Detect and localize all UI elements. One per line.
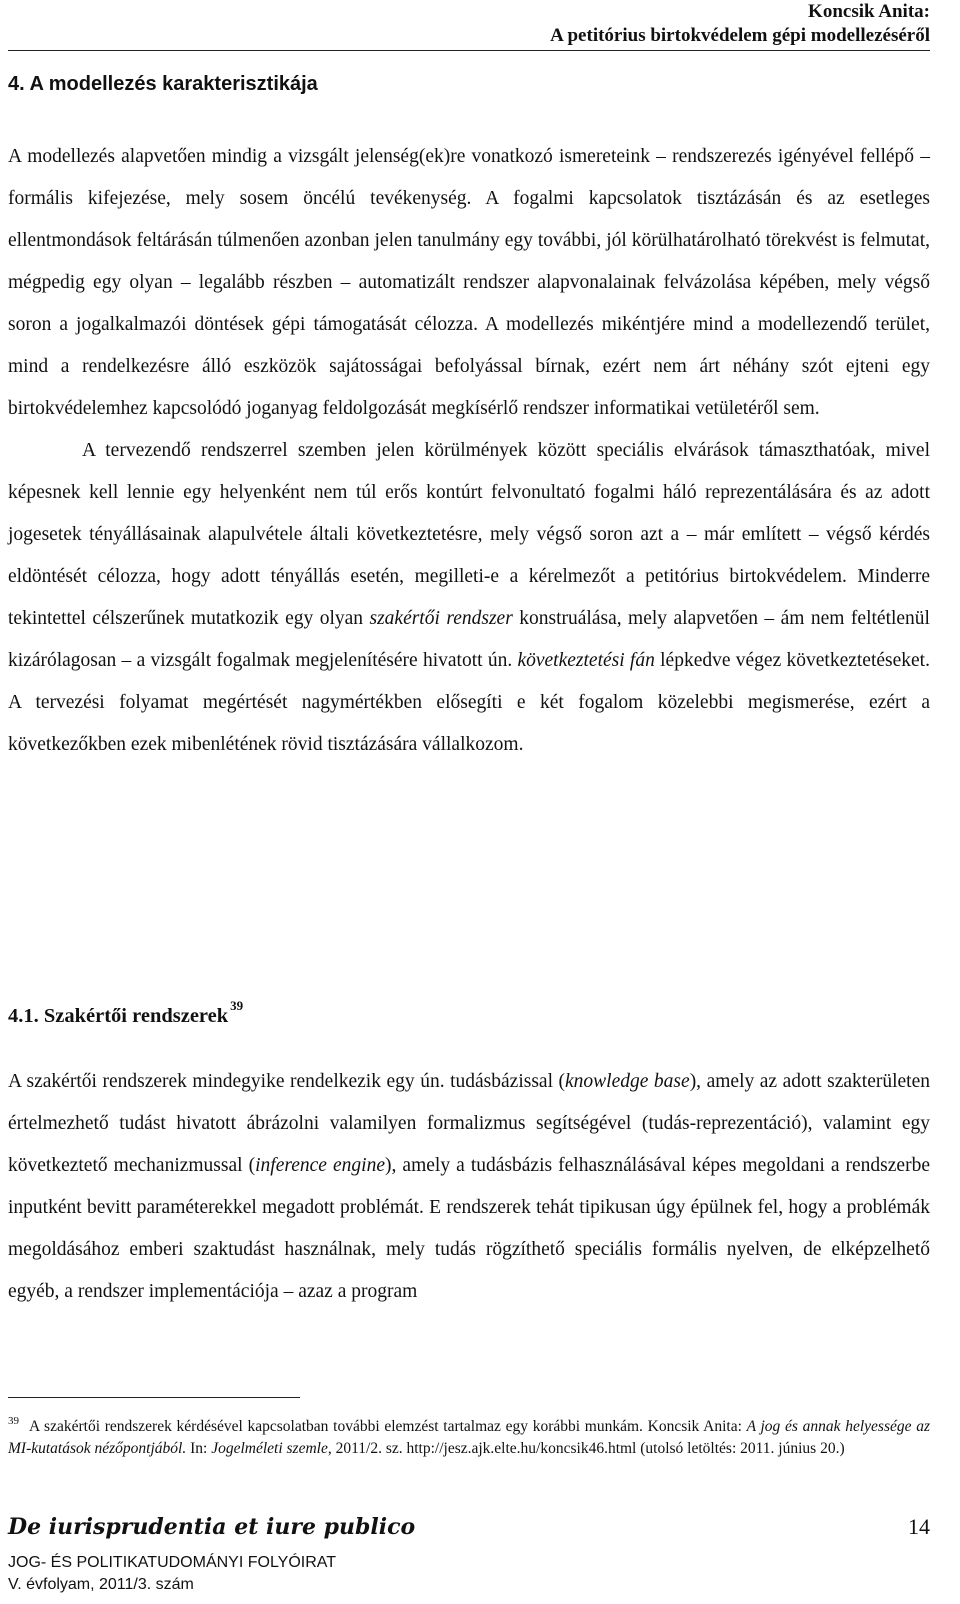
- subsection-heading-text: 4.1. Szakértői rendszerek: [8, 1005, 229, 1027]
- footnote-reference[interactable]: 39: [230, 998, 244, 1013]
- journal-subtitle: JOG- ÉS POLITIKATUDOMÁNYI FOLYÓIRAT: [8, 1554, 337, 1571]
- footnote-cited-title: A jog és annak helyessége az MI-kutatások nézőpontjából.: [8, 1418, 930, 1457]
- footnote-number: 39: [8, 1415, 19, 1427]
- journal-title: De iurisprudentia et iure publico: [8, 1514, 416, 1540]
- body-text-main: [8, 136, 930, 766]
- section-heading: 4. A modellezés karakterisztikája: [8, 73, 318, 95]
- paragraph-2-text-b: konstruálása, mely alapvetően – ám nem feltétlenül kizárólagosan – a vizsgált fogalmak megjelenítésére hivatott ún.: [8, 608, 930, 671]
- body-text-subsection: [8, 1061, 930, 1313]
- header-rule: [8, 50, 930, 51]
- paragraph-2-term-expert-system: szakértői rendszer: [369, 608, 513, 629]
- footnote-rule: [8, 1397, 300, 1398]
- page-number: 14: [908, 1514, 930, 1539]
- paragraph-2-term-inference-tree: következtetési fán: [517, 650, 655, 671]
- subsection-heading: [8, 998, 243, 1028]
- running-header: [550, 0, 930, 48]
- paragraph-3-text-a: A szakértői rendszerek mindegyike rendelkezik egy ún. tudásbázissal (: [8, 1071, 566, 1092]
- footnote-text-b: In:: [186, 1440, 212, 1457]
- paragraph-2-text-a: A tervezendő rendszerrel szemben jelen körülmények között speciális elvárások támaszthatóak, mivel képesnek kell lennie egy helyenként nem túl erős kontúrt felvonultató fogalmi háló reprezentálására és az adott jogesetek tényállásainak alapulvétele általi következtetésre, mely végső soron azt a – már említett – végső kérdés eldöntését célozza, hogy adott tényállás esetén, megilleti-e a kérelmezőt a petitórius birtokvédelem. Minderre tekintettel célszerűnek mutatkozik egy olyan: [8, 440, 930, 629]
- footnote-text-a: A szakértői rendszerek kérdésével kapcsolatban további elemzést tartalmaz egy korábbi munkám. Koncsik Anita:: [29, 1418, 747, 1435]
- header-author: Koncsik Anita:: [808, 1, 930, 22]
- paragraph-3: [8, 1061, 930, 1313]
- footnote-text-c: , 2011/2. sz. http://jesz.ajk.elte.hu/koncsik46.html (utolsó letöltés: 2011. június 20.): [327, 1440, 845, 1457]
- paragraph-3-term-inference-engine: inference engine: [255, 1155, 385, 1176]
- footnote: [8, 1410, 930, 1460]
- paragraph-3-text-c: ), amely a tudásbázis felhasználásával képes megoldani a rendszerbe inputként bevitt paraméterekkel megadott problémát. E rendszerek tehát tipikusan úgy épülnek fel, hogy a problémák megoldásához emberi szaktudást használnak, mely tudás rögzíthető speciális formális nyelven, de elképzelhető egyéb, a rendszer implementációja – azaz a program: [8, 1155, 930, 1302]
- header-title: A petitórius birtokvédelem gépi modellezéséről: [550, 25, 930, 46]
- paragraph-3-text-b: ), amely az adott szakterületen értelmezhető tudást hivatott ábrázolni valamilyen formalizmus segítségével (tudás-reprezentáció), valamint egy következtető mechanizmussal (: [8, 1071, 930, 1176]
- paragraph-2: [8, 430, 930, 766]
- paragraph-3-term-knowledge-base: knowledge base: [565, 1071, 690, 1092]
- journal-info: [8, 1552, 336, 1596]
- paragraph-1: A modellezés alapvetően mindig a vizsgált jelenség(ek)re vonatkozó ismereteink – rendszerezés igényével fellépő – formális kifejezése, mely sosem öncélú tevékenység. A fogalmi kapcsolatok tisztázásán és az esetleges ellentmondások feltárásán túlmenően azonban jelen tanulmány egy további, jól körülhatárolható törekvést is felmutat, mégpedig egy olyan – legalább részben – automatizált rendszer alapvonalainak felvázolása képében, mely végső soron a jogalkalmazói döntések gépi támogatását célozza. A modellezés mikéntjére mind a modellezendő terület, mind a rendelkezésre álló eszközök sajátosságai befolyással bírnak, ezért nem árt néhány szót ejteni egy birtokvédelemhez kapcsolódó joganyag feldolgozását megkísérlő rendszer informatikai vetületéről sem.: [8, 146, 930, 419]
- journal-volume: V. évfolyam, 2011/3. szám: [8, 1576, 194, 1593]
- paragraph-2-text-c: lépkedve végez következtetéseket. A tervezési folyamat megértését nagymértékben elősegíti e két fogalom közelebbi megismerése, ezért a következőkben ezek mibenlétének rövid tisztázására vállalkozom.: [8, 650, 930, 755]
- footnote-journal: Jogelméleti szemle: [211, 1440, 328, 1457]
